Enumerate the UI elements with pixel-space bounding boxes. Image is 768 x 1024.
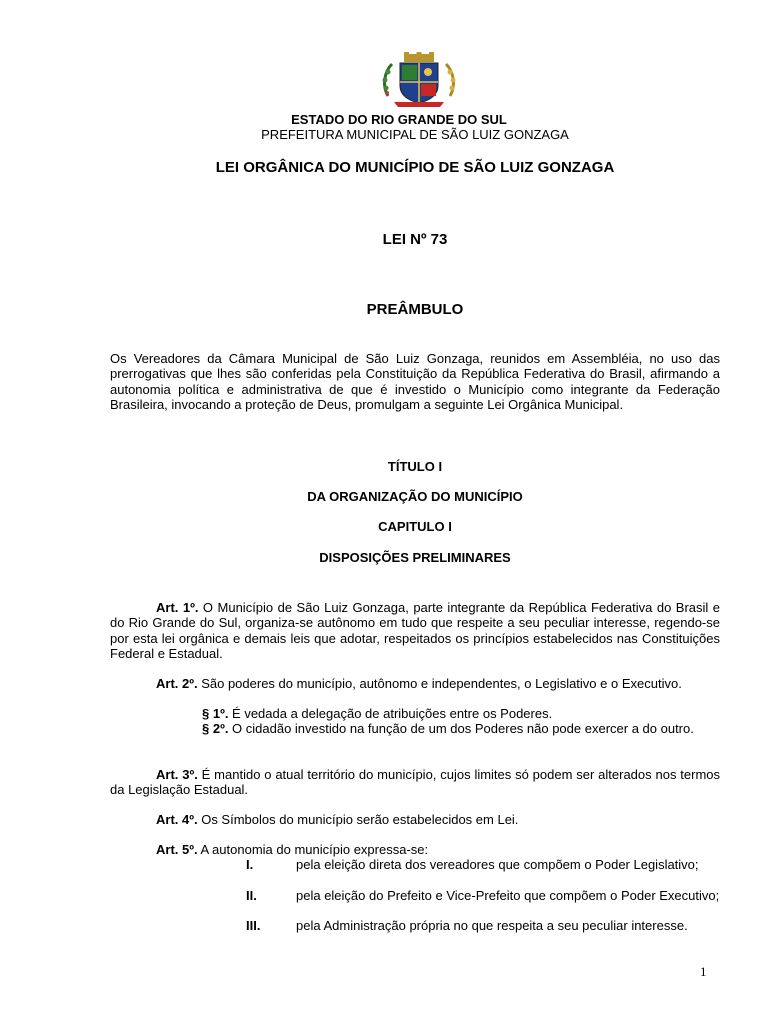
article-1-label: Art. 1º. bbox=[156, 600, 199, 615]
document-title: LEI ORGÂNICA DO MUNICÍPIO DE SÃO LUIZ GONZAGA bbox=[215, 159, 615, 176]
item-text: pela eleição do Prefeito e Vice-Prefeito que compõem o Poder Executivo; bbox=[296, 888, 720, 903]
article-1 bbox=[110, 600, 720, 662]
article-4-label: Art. 4º. bbox=[156, 812, 198, 827]
article-2 bbox=[110, 676, 720, 691]
article-5-item-1 bbox=[246, 857, 720, 872]
article-5-item-3 bbox=[246, 918, 720, 933]
article-2-text: São poderes do município, autônomo e independentes, o Legislativo e o Executivo. bbox=[197, 676, 682, 691]
item-numeral: II. bbox=[246, 888, 257, 903]
titulo-heading: TÍTULO I bbox=[387, 459, 443, 474]
article-5 bbox=[110, 842, 720, 857]
item-text: pela eleição direta dos vereadores que compõem o Poder Legislativo; bbox=[296, 857, 699, 872]
article-2-label: Art. 2º. bbox=[156, 676, 198, 691]
municipal-coat-of-arms bbox=[380, 52, 458, 108]
capitulo-name: DISPOSIÇÕES PRELIMINARES bbox=[319, 550, 511, 565]
article-1-text: O Município de São Luiz Gonzaga, parte integrante da República Federativa do Brasil e do Rio Grande do Sul, organiza-se autônomo em tudo que respeite a seu peculiar interesse, regendo-se por esta lei orgânica e demais leis que adotar, respeitados os princípios estabelecidos nas Constituições Federal e Estadual. bbox=[110, 600, 720, 662]
titulo-name: DA ORGANIZAÇÃO DO MUNICÍPIO bbox=[307, 489, 523, 504]
paragraph-1-text: É vedada a delegação de atribuições entre os Poderes. bbox=[228, 706, 553, 721]
prefecture-header: PREFEITURA MUNICIPAL DE SÃO LUIZ GONZAGA bbox=[261, 127, 569, 142]
paragraph-2-label: § 2º. bbox=[202, 721, 229, 736]
article-3 bbox=[110, 767, 720, 798]
article-2-paragraph-1 bbox=[110, 706, 720, 721]
item-numeral: III. bbox=[246, 918, 261, 933]
preamble-text: Os Vereadores da Câmara Municipal de São Luiz Gonzaga, reunidos em Assembléia, no uso das prerrogativas que lhes são conferidas pela Constituição da República Federativa do Brasil, afirmando a autonomia política e administrativa de que é investido o Município como integrante da Federação Brasileira, invocando a proteção de Deus, promulgam a seguinte Lei Orgânica Municipal. bbox=[110, 351, 720, 413]
item-text: pela Administração própria no que respeita a seu peculiar interesse. bbox=[296, 918, 688, 933]
item-numeral: I. bbox=[246, 857, 254, 872]
article-5-item-2 bbox=[246, 888, 720, 903]
article-5-text: A autonomia do município expressa-se: bbox=[197, 842, 429, 857]
page-number: 1 bbox=[700, 964, 707, 979]
article-4 bbox=[110, 812, 720, 827]
state-header: ESTADO DO RIO GRANDE DO SUL bbox=[291, 112, 507, 127]
article-3-text: É mantido o atual território do município, cujos limites só podem ser alterados nos termos da Legislação Estadual. bbox=[110, 767, 721, 798]
paragraph-1-label: § 1º. bbox=[202, 706, 229, 721]
article-4-text: Os Símbolos do município serão estabelecidos em Lei. bbox=[197, 812, 519, 827]
law-number: LEI Nº 73 bbox=[382, 231, 448, 248]
article-2-paragraph-2 bbox=[110, 721, 720, 736]
capitulo-heading: CAPITULO I bbox=[378, 519, 452, 534]
paragraph-2-text: O cidadão investido na função de um dos Poderes não pode exercer a do outro. bbox=[228, 721, 694, 736]
article-5-label: Art. 5º. bbox=[156, 842, 198, 857]
article-3-label: Art. 3º. bbox=[156, 767, 198, 782]
preamble-heading: PREÂMBULO bbox=[366, 301, 464, 318]
